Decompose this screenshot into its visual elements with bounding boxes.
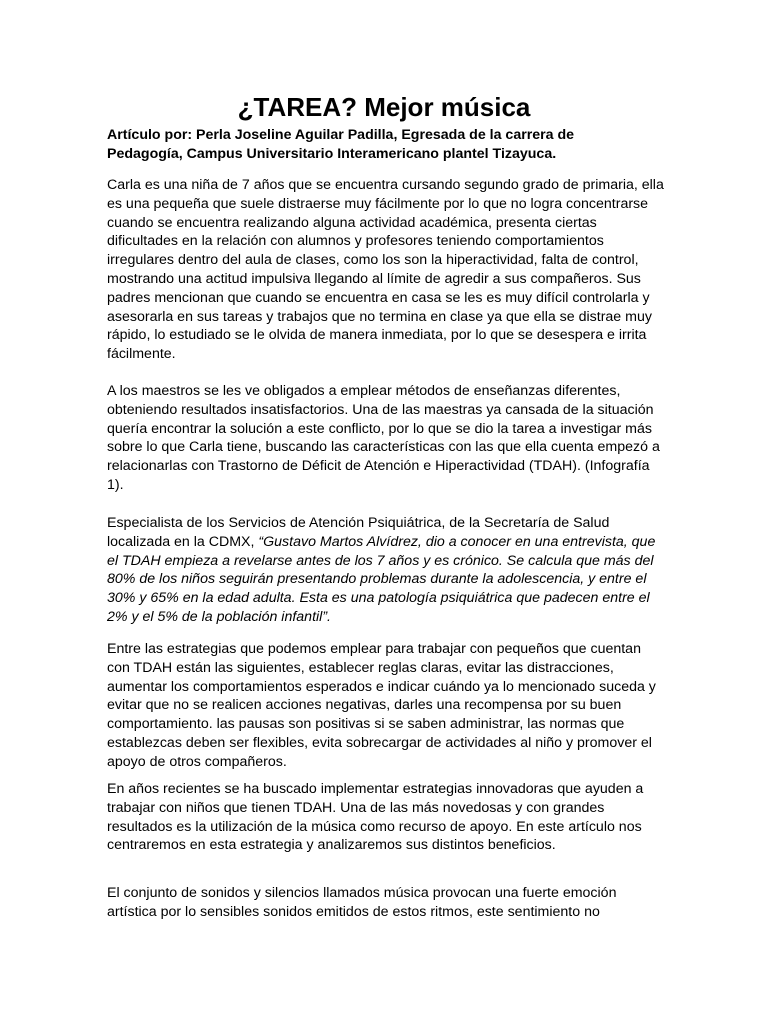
- paragraph-3: [107, 514, 667, 627]
- paragraph-3-quote: “Gustavo Martos Alvídrez, dio a conocer en una entrevista, que el TDAH empieza a revelarse antes de los 7 años y es crónico. Se calcula que más del 80% de los niños seguirán presentando problemas durante la adolescencia, y entre el 30% y 65% en la edad adulta. Esta es una patología psiquiátrica que padecen entre el 2% y el 5% de la población infantil”.: [107, 533, 656, 625]
- paragraph-2: A los maestros se les ve obligados a emplear métodos de enseñanzas diferentes, obteniendo resultados insatisfactorios. Una de las maestras ya cansada de la situación quería encontrar la solución a este conflicto, por lo que se dio la tarea a investigar más sobre lo que Carla tiene, buscando las características con las que ella cuenta empezó a relacionarlas con Trastorno de Déficit de Atención e Hiperactividad (TDAH). (Infografía 1).: [107, 383, 660, 493]
- article-title: ¿TAREA? Mejor música: [237, 92, 531, 122]
- paragraph-4: Entre las estrategias que podemos emplear para trabajar con pequeños que cuentan con TDAH están las siguientes, establecer reglas claras, evitar las distracciones, aumentar los comportamientos esperados e indicar cuándo ya lo mencionado suceda y evitar que no se realicen acciones negativas, darles una recompensa por su buen comportamiento. las pausas son positivas si se saben administrar, las normas que establezcas deben ser flexibles, evita sobrecargar de actividades al niño y promover el apoyo de otros compañeros.: [107, 641, 656, 770]
- paragraph-5: En años recientes se ha buscado implementar estrategias innovadoras que ayuden a trabajar con niños que tienen TDAH. Una de las más novedosas y con grandes resultados es la utilización de la música como recurso de apoyo. En este artículo nos centraremos en esta estrategia y analizaremos sus distintos beneficios.: [107, 781, 644, 854]
- byline-line-2: Pedagogía, Campus Universitario Interamericano plantel Tizayuca.: [107, 146, 557, 162]
- article-byline: [107, 126, 667, 164]
- paragraph-3-text: Especialista de los Servicios de Atención Psiquiátrica, de la Secretaría de Salud localizada en la CDMX,: [107, 515, 610, 550]
- byline-line-1: Artículo por: Perla Joseline Aguilar Padilla, Egresada de la carrera de: [107, 127, 575, 143]
- paragraph-6: El conjunto de sonidos y silencios llamados música provocan una fuerte emoción artística por lo sensibles sonidos emitidos de estos ritmos, este sentimiento no: [107, 885, 617, 920]
- paragraph-1: Carla es una niña de 7 años que se encuentra cursando segundo grado de primaria, ella es una pequeña que suele distraerse muy fácilmente por lo que no logra concentrarse cuando se encuentra realizando alguna actividad académica, presenta ciertas dificultades en la relación con alumnos y profesores teniendo comportamientos irregulares dentro del aula de clases, como los son la hiperactividad, falta de control, mostrando una actitud impulsiva llegando al límite de agredir a sus compañeros. Sus padres mencionan que cuando se encuentra en casa se les es muy difícil controlarla y asesorarla en sus tareas y trabajos que no termina en clase ya que ella se distrae muy rápido, lo estudiado se le olvida de manera inmediata, por lo que se desespera e irrita fácilmente.: [107, 177, 664, 363]
